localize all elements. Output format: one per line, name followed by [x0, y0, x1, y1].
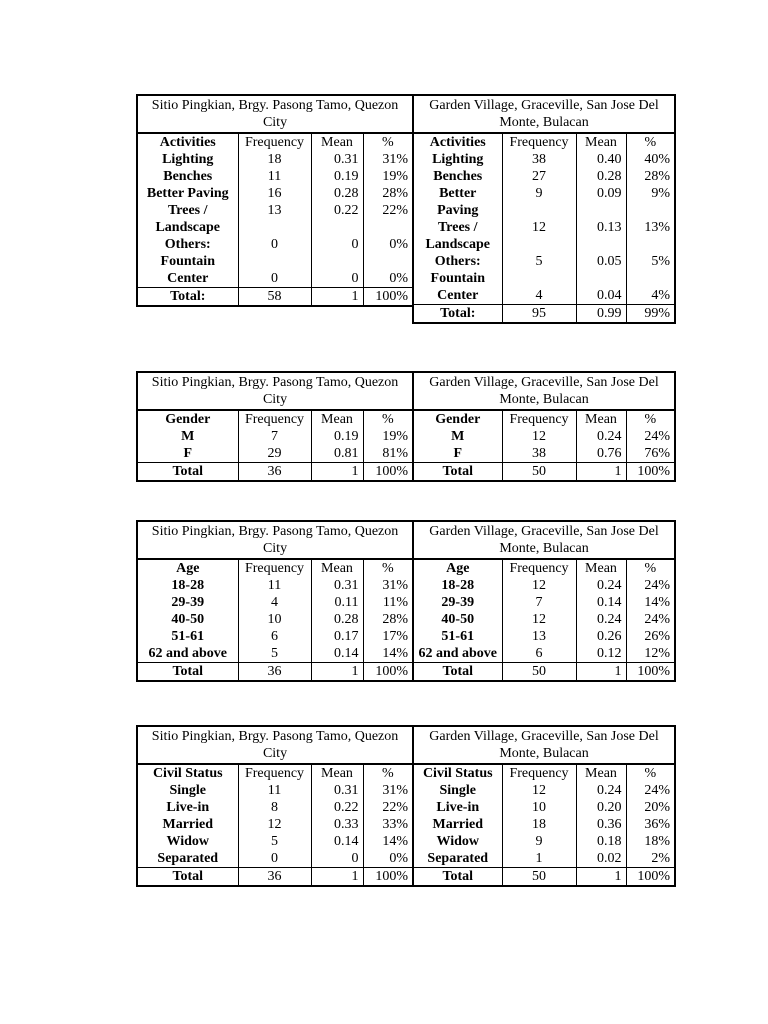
row-mean: 0.05 — [576, 253, 626, 287]
row-percent: 17% — [363, 628, 413, 645]
column-header-mean: Mean — [576, 410, 626, 428]
table-row — [413, 782, 675, 799]
row-frequency: 7 — [238, 428, 311, 445]
table-row — [137, 236, 413, 270]
row-label: 51-61 — [171, 629, 205, 644]
row-label: Better Paving — [437, 186, 479, 218]
column-header-mean: Mean — [311, 559, 363, 577]
row-frequency: 12 — [238, 816, 311, 833]
column-header-percent: % — [363, 133, 413, 151]
row-label: M — [181, 429, 195, 444]
table-row — [413, 816, 675, 833]
row-percent: 0% — [363, 236, 413, 270]
column-header-category: Activities — [159, 135, 216, 150]
row-percent: 76% — [626, 445, 675, 463]
row-frequency: 0 — [238, 236, 311, 270]
row-frequency: 10 — [502, 799, 576, 816]
row-label: Center — [167, 271, 209, 286]
row-label: Live-in — [166, 800, 210, 815]
row-label: 29-39 — [441, 595, 475, 610]
activities-table-sitio-pingkian — [136, 94, 414, 307]
table-row — [137, 782, 413, 799]
table-row — [413, 445, 675, 463]
row-frequency: 13 — [502, 628, 576, 645]
table-row — [137, 202, 413, 236]
row-percent: 22% — [363, 799, 413, 816]
row-label: Separated — [157, 851, 219, 866]
row-mean: 0.13 — [576, 219, 626, 253]
row-frequency: 9 — [502, 833, 576, 850]
gender-table-garden-village — [412, 371, 676, 482]
row-mean: 0.24 — [576, 577, 626, 594]
row-label: 51-61 — [441, 629, 475, 644]
table-caption: Garden Village, Graceville, San Jose Del Monte, Bulacan — [413, 95, 675, 133]
row-mean: 0.31 — [311, 151, 363, 168]
row-label: Better Paving — [146, 186, 229, 201]
column-header-category: Age — [176, 561, 200, 576]
row-mean: 0.28 — [311, 185, 363, 202]
row-mean: 0.24 — [576, 611, 626, 628]
row-percent: 28% — [363, 185, 413, 202]
table-row — [413, 219, 675, 253]
row-mean: 0.22 — [311, 202, 363, 236]
row-percent: 28% — [626, 168, 675, 185]
row-label: 18-28 — [441, 578, 475, 593]
row-mean: 0.81 — [311, 445, 363, 463]
total-percent: 100% — [363, 868, 413, 887]
total-label: Total — [413, 868, 502, 887]
row-frequency: 10 — [238, 611, 311, 628]
row-frequency: 0 — [238, 850, 311, 868]
total-mean: 1 — [576, 663, 626, 682]
table-row — [413, 185, 675, 219]
table-row — [137, 445, 413, 463]
row-frequency: 9 — [502, 185, 576, 219]
row-label: F — [183, 446, 193, 461]
total-row — [413, 463, 675, 482]
row-frequency: 38 — [502, 151, 576, 168]
column-header-percent: % — [626, 764, 675, 782]
column-header-percent: % — [363, 559, 413, 577]
table-row — [137, 594, 413, 611]
total-label: Total — [137, 868, 238, 887]
row-label: Separated — [427, 851, 489, 866]
column-header-percent: % — [626, 559, 675, 577]
row-mean: 0.19 — [311, 168, 363, 185]
table-caption: Sitio Pingkian, Brgy. Pasong Tamo, Quezon City — [137, 726, 413, 764]
total-frequency: 95 — [502, 305, 576, 324]
table-row — [413, 253, 675, 287]
row-percent: 31% — [363, 151, 413, 168]
table-row — [413, 594, 675, 611]
row-frequency: 4 — [502, 287, 576, 305]
activities-table-garden-village — [412, 94, 676, 324]
column-header-category: Civil Status — [422, 766, 493, 781]
column-header-frequency: Frequency — [502, 410, 576, 428]
row-mean: 0.24 — [576, 782, 626, 799]
row-percent: 22% — [363, 202, 413, 236]
row-label: 18-28 — [171, 578, 205, 593]
row-mean: 0.22 — [311, 799, 363, 816]
row-percent: 36% — [626, 816, 675, 833]
table-row — [137, 577, 413, 594]
table-row — [413, 850, 675, 868]
column-header-frequency: Frequency — [238, 133, 311, 151]
total-frequency: 36 — [238, 463, 311, 482]
row-frequency: 13 — [238, 202, 311, 236]
civil-status-table-sitio-pingkian — [136, 725, 414, 887]
column-header-mean: Mean — [576, 559, 626, 577]
table-row — [137, 611, 413, 628]
gender-table-sitio-pingkian — [136, 371, 414, 482]
column-header-category: Gender — [165, 412, 211, 427]
row-percent: 24% — [626, 428, 675, 445]
table-row — [137, 645, 413, 663]
row-frequency: 29 — [238, 445, 311, 463]
row-mean: 0 — [311, 270, 363, 288]
row-label: 62 and above — [418, 646, 498, 661]
column-header-category: Age — [446, 561, 470, 576]
row-label: Others: Fountain — [430, 254, 485, 286]
column-header-frequency: Frequency — [238, 410, 311, 428]
row-percent: 5% — [626, 253, 675, 287]
total-mean: 1 — [311, 288, 363, 307]
row-frequency: 5 — [238, 833, 311, 850]
total-label: Total — [137, 463, 238, 482]
total-percent: 100% — [363, 663, 413, 682]
table-row — [413, 628, 675, 645]
row-percent: 33% — [363, 816, 413, 833]
row-label: M — [451, 429, 465, 444]
total-row — [413, 663, 675, 682]
total-label: Total — [413, 663, 502, 682]
row-percent: 13% — [626, 219, 675, 253]
row-frequency: 18 — [238, 151, 311, 168]
total-frequency: 58 — [238, 288, 311, 307]
table-row — [137, 850, 413, 868]
total-percent: 100% — [363, 288, 413, 307]
total-mean: 1 — [311, 463, 363, 482]
row-percent: 9% — [626, 185, 675, 219]
row-frequency: 12 — [502, 219, 576, 253]
table-row — [413, 287, 675, 305]
total-label: Total — [137, 663, 238, 682]
row-percent: 0% — [363, 270, 413, 288]
row-mean: 0.24 — [576, 428, 626, 445]
row-frequency: 18 — [502, 816, 576, 833]
row-label: F — [453, 446, 463, 461]
row-frequency: 0 — [238, 270, 311, 288]
row-frequency: 11 — [238, 577, 311, 594]
row-label: Live-in — [436, 800, 480, 815]
age-table-sitio-pingkian — [136, 520, 414, 682]
row-mean: 0.14 — [311, 645, 363, 663]
row-frequency: 4 — [238, 594, 311, 611]
table-caption: Sitio Pingkian, Brgy. Pasong Tamo, Quezon City — [137, 95, 413, 133]
row-percent: 26% — [626, 628, 675, 645]
column-header-mean: Mean — [576, 764, 626, 782]
row-label: 62 and above — [148, 646, 228, 661]
row-label: Married — [162, 817, 214, 832]
total-row — [137, 288, 413, 307]
column-header-mean: Mean — [311, 133, 363, 151]
row-mean: 0.20 — [576, 799, 626, 816]
total-label: Total: — [413, 305, 502, 324]
table-row — [413, 428, 675, 445]
total-row — [413, 305, 675, 324]
row-mean: 0.31 — [311, 577, 363, 594]
column-header-mean: Mean — [311, 764, 363, 782]
row-frequency: 6 — [238, 628, 311, 645]
column-header-percent: % — [626, 133, 675, 151]
total-label: Total: — [137, 288, 238, 307]
column-header-frequency: Frequency — [502, 133, 576, 151]
row-percent: 19% — [363, 428, 413, 445]
total-percent: 100% — [626, 663, 675, 682]
row-percent: 0% — [363, 850, 413, 868]
row-mean: 0.11 — [311, 594, 363, 611]
table-caption: Sitio Pingkian, Brgy. Pasong Tamo, Quezon City — [137, 521, 413, 559]
row-percent: 14% — [626, 594, 675, 611]
row-percent: 24% — [626, 782, 675, 799]
table-row — [413, 645, 675, 663]
row-frequency: 12 — [502, 577, 576, 594]
table-caption: Sitio Pingkian, Brgy. Pasong Tamo, Quezon City — [137, 372, 413, 410]
row-mean: 0.09 — [576, 185, 626, 219]
row-percent: 28% — [363, 611, 413, 628]
total-mean: 1 — [311, 868, 363, 887]
table-row — [413, 151, 675, 168]
row-frequency: 12 — [502, 782, 576, 799]
row-percent: 12% — [626, 645, 675, 663]
row-mean: 0.40 — [576, 151, 626, 168]
row-label: Trees / Landscape — [155, 203, 221, 235]
row-mean: 0.76 — [576, 445, 626, 463]
table-row — [137, 799, 413, 816]
column-header-frequency: Frequency — [238, 764, 311, 782]
row-mean: 0.02 — [576, 850, 626, 868]
table-row — [137, 816, 413, 833]
total-mean: 1 — [576, 868, 626, 887]
row-percent: 14% — [363, 833, 413, 850]
column-header-percent: % — [626, 410, 675, 428]
total-frequency: 50 — [502, 463, 576, 482]
total-row — [413, 868, 675, 887]
row-percent: 24% — [626, 577, 675, 594]
row-label: Trees / Landscape — [425, 220, 491, 252]
column-header-mean: Mean — [576, 133, 626, 151]
row-mean: 0.04 — [576, 287, 626, 305]
total-frequency: 50 — [502, 663, 576, 682]
total-mean: 1 — [576, 463, 626, 482]
row-mean: 0.19 — [311, 428, 363, 445]
row-frequency: 5 — [238, 645, 311, 663]
row-percent: 31% — [363, 782, 413, 799]
total-row — [137, 463, 413, 482]
row-label: Benches — [433, 169, 483, 184]
row-percent: 2% — [626, 850, 675, 868]
row-label: 40-50 — [171, 612, 205, 627]
row-mean: 0.33 — [311, 816, 363, 833]
table-row — [137, 428, 413, 445]
row-percent: 11% — [363, 594, 413, 611]
row-label: Widow — [166, 834, 210, 849]
row-label: Benches — [163, 169, 213, 184]
total-percent: 100% — [363, 463, 413, 482]
row-percent: 40% — [626, 151, 675, 168]
total-row — [137, 663, 413, 682]
table-row — [137, 628, 413, 645]
row-frequency: 11 — [238, 168, 311, 185]
total-percent: 99% — [626, 305, 675, 324]
column-header-mean: Mean — [311, 410, 363, 428]
row-percent: 18% — [626, 833, 675, 850]
total-label: Total — [413, 463, 502, 482]
row-frequency: 7 — [502, 594, 576, 611]
row-mean: 0.28 — [576, 168, 626, 185]
row-percent: 31% — [363, 577, 413, 594]
row-mean: 0.14 — [311, 833, 363, 850]
age-table-garden-village — [412, 520, 676, 682]
row-label: Single — [169, 783, 207, 798]
row-label: Center — [437, 288, 479, 303]
row-frequency: 38 — [502, 445, 576, 463]
row-mean: 0.26 — [576, 628, 626, 645]
column-header-category: Civil Status — [152, 766, 223, 781]
total-frequency: 36 — [238, 663, 311, 682]
row-mean: 0.12 — [576, 645, 626, 663]
total-percent: 100% — [626, 868, 675, 887]
column-header-category: Gender — [435, 412, 481, 427]
table-row — [137, 833, 413, 850]
table-row — [137, 270, 413, 288]
total-row — [137, 868, 413, 887]
column-header-percent: % — [363, 764, 413, 782]
row-label: 40-50 — [441, 612, 475, 627]
column-header-frequency: Frequency — [502, 764, 576, 782]
row-mean: 0.18 — [576, 833, 626, 850]
row-label: Lighting — [432, 152, 484, 167]
column-header-category: Activities — [429, 135, 486, 150]
row-label: Single — [439, 783, 477, 798]
row-frequency: 1 — [502, 850, 576, 868]
row-percent: 14% — [363, 645, 413, 663]
table-row — [413, 611, 675, 628]
table-caption: Garden Village, Graceville, San Jose Del Monte, Bulacan — [413, 726, 675, 764]
row-frequency: 27 — [502, 168, 576, 185]
row-mean: 0.36 — [576, 816, 626, 833]
civil-status-table-garden-village — [412, 725, 676, 887]
row-percent: 24% — [626, 611, 675, 628]
total-percent: 100% — [626, 463, 675, 482]
column-header-frequency: Frequency — [238, 559, 311, 577]
row-mean: 0 — [311, 236, 363, 270]
row-label: 29-39 — [171, 595, 205, 610]
row-mean: 0.31 — [311, 782, 363, 799]
row-percent: 19% — [363, 168, 413, 185]
total-mean: 0.99 — [576, 305, 626, 324]
table-row — [413, 799, 675, 816]
row-label: Widow — [436, 834, 480, 849]
row-frequency: 11 — [238, 782, 311, 799]
row-mean: 0.28 — [311, 611, 363, 628]
table-row — [137, 151, 413, 168]
column-header-frequency: Frequency — [502, 559, 576, 577]
row-mean: 0.14 — [576, 594, 626, 611]
row-mean: 0.17 — [311, 628, 363, 645]
table-row — [137, 185, 413, 202]
table-row — [413, 577, 675, 594]
row-label: Others: Fountain — [160, 237, 215, 269]
total-mean: 1 — [311, 663, 363, 682]
row-label: Lighting — [162, 152, 214, 167]
total-frequency: 50 — [502, 868, 576, 887]
column-header-percent: % — [363, 410, 413, 428]
row-frequency: 6 — [502, 645, 576, 663]
row-frequency: 12 — [502, 428, 576, 445]
row-percent: 20% — [626, 799, 675, 816]
row-label: Married — [432, 817, 484, 832]
row-percent: 4% — [626, 287, 675, 305]
table-caption: Garden Village, Graceville, San Jose Del Monte, Bulacan — [413, 372, 675, 410]
total-frequency: 36 — [238, 868, 311, 887]
table-row — [413, 833, 675, 850]
table-row — [137, 168, 413, 185]
row-frequency: 12 — [502, 611, 576, 628]
row-percent: 81% — [363, 445, 413, 463]
row-frequency: 16 — [238, 185, 311, 202]
table-row — [413, 168, 675, 185]
table-caption: Garden Village, Graceville, San Jose Del Monte, Bulacan — [413, 521, 675, 559]
row-mean: 0 — [311, 850, 363, 868]
row-frequency: 5 — [502, 253, 576, 287]
row-frequency: 8 — [238, 799, 311, 816]
